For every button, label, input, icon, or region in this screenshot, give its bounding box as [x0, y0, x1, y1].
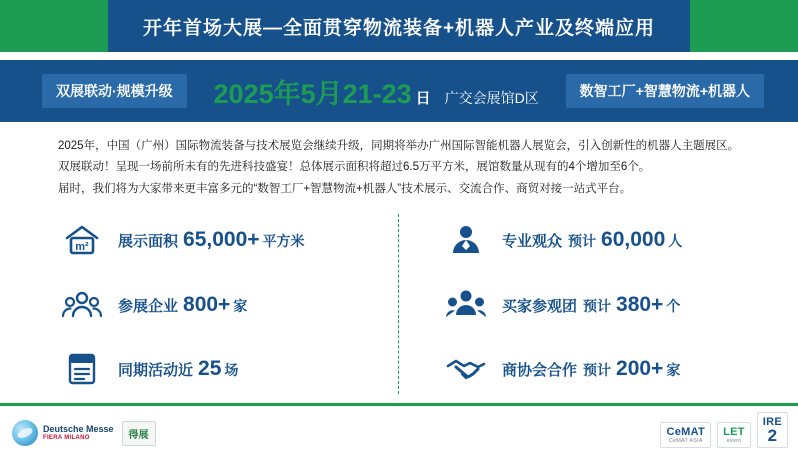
stat-unit: 个	[666, 297, 681, 314]
footer-logos-right	[660, 412, 788, 448]
stat-value: 380+	[616, 292, 664, 316]
date-group	[187, 72, 566, 111]
stat-unit: 家	[233, 297, 248, 314]
stat-prefix: 预计	[583, 297, 612, 314]
stat-value: 65,000+	[183, 228, 260, 251]
stat-unit: 家	[666, 362, 681, 378]
band-chip-right: 数智工厂+智慧物流+机器人	[566, 74, 764, 108]
cemat-subtitle: CeMAT ASIA	[668, 437, 703, 444]
intro-line-1: 2025年，中国（广州）国际物流装备与技术展览会继续升级，同期将举办广州国际智能机器人展览会，引入创新性的机器人主题展区。	[58, 140, 740, 152]
intro-paragraph	[58, 136, 748, 200]
stat-prefix: 预计	[568, 233, 597, 249]
footer	[0, 400, 798, 452]
stat-text	[502, 357, 680, 381]
let-logo	[717, 422, 751, 448]
title-bar-right-block	[690, 0, 798, 52]
cemat-name: CeMAT	[666, 425, 706, 438]
visitor-person-icon	[444, 218, 488, 262]
stat-label: 同期活动近	[118, 362, 194, 379]
stat-item	[60, 212, 376, 268]
deutsche-messe-name: Deutsche Messe	[43, 424, 114, 435]
exhibitors-people-icon	[60, 283, 104, 327]
svg-text:m²: m²	[75, 241, 89, 253]
stat-value: 60,000	[601, 228, 666, 251]
partner-logo: 得展	[122, 421, 156, 446]
stat-item	[444, 341, 740, 397]
date-band	[0, 60, 798, 122]
stat-value: 200+	[616, 357, 664, 380]
stat-text	[118, 228, 305, 252]
event-date: 2025年5月21-23	[213, 78, 412, 109]
stat-item	[444, 212, 740, 268]
title-bar-left-block	[0, 0, 108, 52]
stat-unit: 人	[668, 233, 683, 249]
stat-prefix: 预计	[583, 362, 612, 378]
stat-label: 展示面积	[118, 233, 179, 250]
stat-unit: 场	[224, 362, 239, 378]
buyer-group-icon	[444, 283, 488, 327]
cemat-logo	[660, 422, 711, 448]
deutsche-messe-text	[43, 425, 114, 441]
fiera-milano-name: FIERA MILANO	[43, 434, 90, 441]
stat-item	[444, 277, 740, 333]
stats-grid	[60, 212, 740, 397]
band-chip-left: 双展联动·规模升级	[42, 74, 187, 108]
stat-value: 25	[198, 357, 222, 380]
footer-green-rule	[0, 403, 798, 406]
stat-item	[60, 277, 376, 333]
stat-label: 买家参观团	[502, 297, 578, 315]
stats-column-left	[60, 212, 400, 397]
stat-label: 专业观众	[502, 233, 563, 250]
title-bar	[0, 0, 798, 52]
stat-text	[502, 293, 680, 317]
handshake-icon	[444, 347, 488, 391]
intro-line-2: 双展联动！呈现一场前所未有的先进科技盛宴！总体展示面积将超过6.5万平方米，展馆数量从现有的4个增加至6个。	[58, 161, 651, 174]
ire-numeral: 2	[767, 425, 778, 445]
stat-label: 商协会合作	[502, 362, 578, 379]
stats-column-right	[400, 212, 740, 397]
let-name: LET	[723, 425, 745, 438]
title-bar-center-block	[108, 0, 690, 52]
stat-label: 参展企业	[118, 297, 179, 315]
event-venue: 广交会展馆D区	[444, 89, 539, 106]
stat-value: 800+	[183, 292, 231, 316]
let-subtitle: event	[726, 437, 742, 444]
page-title: 开年首场大展—全面贯穿物流装备+机器人产业及终端应用	[142, 17, 656, 39]
calendar-document-icon	[60, 347, 104, 391]
swirl-icon	[12, 420, 38, 446]
ire-logo	[757, 412, 788, 448]
ire-name: IRE	[762, 415, 782, 428]
stat-text	[118, 293, 247, 317]
stat-unit: 平方米	[262, 233, 305, 249]
area-square-meter-icon	[60, 218, 104, 262]
intro-line-3: 届时，我们将为大家带来更丰富多元的“数智工厂+智慧物流+机器人”技术展示、交流合作、商贸对接一站式平台。	[58, 182, 632, 195]
event-date-unit: 日	[415, 89, 431, 107]
footer-logos-left	[12, 420, 156, 446]
stat-text	[502, 228, 682, 252]
deutsche-messe-logo	[12, 420, 114, 446]
stat-item	[60, 341, 376, 397]
stat-text	[118, 357, 238, 381]
